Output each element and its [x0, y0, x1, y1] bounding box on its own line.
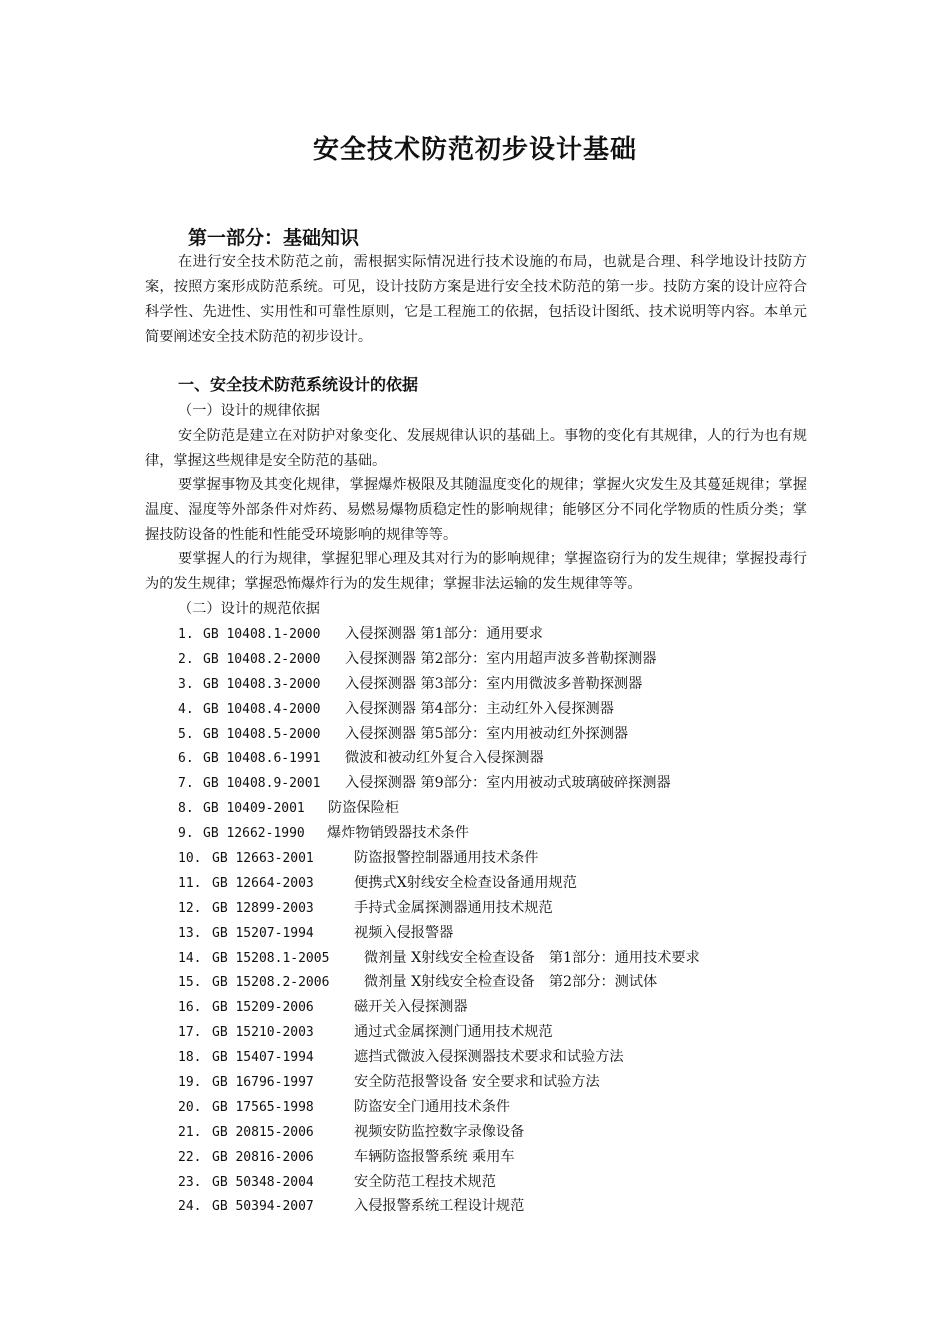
standard-code: GB 10408.5-2000 — [203, 726, 321, 742]
standard-number: 8. — [178, 801, 194, 817]
standard-code: GB 10408.6-1991 — [203, 751, 321, 767]
standard-title: 通过式金属探测门通用技术规范 — [354, 1024, 553, 1041]
standard-list-item — [178, 871, 700, 896]
standard-number: 12. — [178, 900, 202, 916]
standard-number: 9. — [178, 826, 194, 842]
standard-number: 4. — [178, 701, 194, 717]
standard-title: 入侵探测器 第2部分：室内用超声波多普勒探测器 — [345, 650, 657, 667]
standard-code: GB 12899-2003 — [212, 900, 314, 916]
standard-list-item — [178, 1145, 700, 1170]
standard-number: 24. — [178, 1199, 202, 1215]
standard-title: 视频安防监控数字录像设备 — [354, 1123, 525, 1140]
standard-list-item — [178, 1045, 700, 1070]
standard-number: 19. — [178, 1075, 202, 1091]
standard-title: 入侵报警系统工程设计规范 — [354, 1198, 525, 1215]
standard-code: GB 17565-1998 — [212, 1099, 314, 1115]
standard-title: 手持式金属探测器通用技术规范 — [354, 899, 553, 916]
subsection-heading-standards: （二）设计的规范依据 — [178, 601, 320, 617]
subsection-heading-rules: （一）设计的规律依据 — [178, 403, 320, 419]
standard-number: 6. — [178, 751, 194, 767]
standard-number: 16. — [178, 1000, 202, 1016]
standard-code: GB 16796-1997 — [212, 1075, 314, 1091]
standard-list-item — [178, 722, 700, 747]
standard-title: 便携式X射线安全检查设备通用规范 — [354, 874, 577, 891]
standard-list-item — [178, 1170, 700, 1195]
standard-title: 入侵探测器 第5部分：室内用被动红外探测器 — [345, 725, 629, 742]
standard-list-item — [178, 672, 700, 697]
standard-number: 18. — [178, 1050, 202, 1066]
standard-list-item — [178, 771, 700, 796]
standard-list-item — [178, 647, 700, 672]
standard-code: GB 50348-2004 — [212, 1174, 314, 1190]
standard-number: 7. — [178, 776, 194, 792]
standard-number: 2. — [178, 651, 194, 667]
standard-title: 入侵探测器 第4部分：主动红外入侵探测器 — [345, 700, 614, 717]
standard-title: 入侵探测器 第1部分：通用要求 — [345, 626, 543, 642]
standard-code: GB 15210-2003 — [212, 1025, 314, 1041]
standard-number: 13. — [178, 925, 202, 941]
part-heading: 第一部分：基础知识 — [188, 227, 360, 249]
standard-title: 微波和被动红外复合入侵探测器 — [345, 750, 544, 767]
standard-number: 15. — [178, 975, 202, 991]
standard-code: GB 10408.9-2001 — [203, 776, 321, 792]
standard-number: 3. — [178, 676, 194, 692]
standard-number: 22. — [178, 1149, 202, 1165]
standard-title: 爆炸物销毁器技术条件 — [327, 825, 469, 842]
standard-code: GB 10408.2-2000 — [203, 651, 321, 667]
standard-list-item — [178, 1120, 700, 1145]
standard-title: 防盗保险柜 — [328, 800, 399, 817]
standard-list-item — [178, 821, 700, 846]
standard-code: GB 12662-1990 — [203, 826, 305, 842]
rules-paragraph-2: 要掌握事物及其变化规律，掌握爆炸极限及其随温度变化的规律；掌握火灾发生及其蔓延规律；掌握温度、湿度等外部条件对炸药、易燃易爆物质稳定性的影响规律；能够区分不同化学物质的性质分类；掌握技防设备的性能和性能受环境影响的规律等等。 — [145, 477, 807, 543]
standard-title: 微剂量 X射线安全检查设备 第2部分：测试体 — [364, 974, 658, 991]
standard-list-item — [178, 622, 700, 647]
standard-title: 入侵探测器 第9部分：室内用被动式玻璃破碎探测器 — [345, 775, 671, 792]
standard-number: 23. — [178, 1174, 202, 1190]
standard-number: 1. — [178, 627, 194, 642]
standard-list-item — [178, 1020, 700, 1045]
standard-code: GB 20815-2006 — [212, 1124, 314, 1140]
standard-number: 5. — [178, 726, 194, 742]
standard-code: GB 15407-1994 — [212, 1050, 314, 1066]
standard-title: 遮挡式微波入侵探测器技术要求和试验方法 — [354, 1049, 624, 1066]
standard-list-item — [178, 946, 700, 971]
intro-paragraph: 在进行安全技术防范之前，需根据实际情况进行技术设施的布局，也就是合理、科学地设计技防方案，按照方案形成防范系统。可见，设计技防方案是进行安全技术防范的第一步。技防方案的设计应符合科学性、先进性、实用性和可靠性原则，它是工程施工的依据，包括设计图纸、技术说明等内容。本单元简要阐述安全技术防范的初步设计。 — [145, 254, 807, 345]
standard-number: 21. — [178, 1124, 202, 1140]
standard-list-item — [178, 796, 700, 821]
standard-title: 车辆防盗报警系统 乘用车 — [354, 1148, 515, 1165]
rules-paragraph-3: 要掌握人的行为规律，掌握犯罪心理及其对行为的影响规律；掌握盗窃行为的发生规律；掌握投毒行为的发生规律；掌握恐怖爆炸行为的发生规律；掌握非法运输的发生规律等等。 — [145, 551, 807, 592]
standard-title: 防盗安全门通用技术条件 — [354, 1098, 511, 1115]
standard-code: GB 50394-2007 — [212, 1199, 314, 1215]
standard-code: GB 20816-2006 — [212, 1149, 314, 1165]
standard-list-item — [178, 995, 700, 1020]
standard-title: 入侵探测器 第3部分：室内用微波多普勒探测器 — [345, 675, 643, 692]
standard-list-item — [178, 697, 700, 722]
standard-number: 20. — [178, 1099, 202, 1115]
standard-code: GB 10408.1-2000 — [203, 627, 321, 642]
standard-title: 视频入侵报警器 — [354, 924, 454, 941]
standard-code: GB 10409-2001 — [203, 801, 305, 817]
standard-list-item — [178, 846, 700, 871]
standard-number: 14. — [178, 950, 202, 966]
standard-code: GB 15207-1994 — [212, 925, 314, 941]
standard-code: GB 12664-2003 — [212, 875, 314, 891]
section-heading: 一、安全技术防范系统设计的依据 — [178, 375, 419, 394]
standard-number: 10. — [178, 851, 202, 867]
standard-title: 微剂量 X射线安全检查设备 第1部分：通用技术要求 — [364, 949, 700, 966]
rules-paragraph-1: 安全防范是建立在对防护对象变化、发展规律认识的基础上。事物的变化有其规律，人的行为也有规律，掌握这些规律是安全防范的基础。 — [145, 428, 807, 469]
standard-number: 17. — [178, 1025, 202, 1041]
document-title: 安全技术防范初步设计基础 — [312, 135, 637, 165]
standard-list-item — [178, 970, 700, 995]
standard-number: 11. — [178, 875, 202, 891]
standard-title: 磁开关入侵探测器 — [354, 999, 468, 1016]
standard-code: GB 15208.1-2005 — [212, 950, 330, 966]
standard-title: 安全防范工程技术规范 — [354, 1173, 496, 1190]
standard-code: GB 10408.4-2000 — [203, 701, 321, 717]
standard-list-item — [178, 921, 700, 946]
standard-code: GB 15208.2-2006 — [212, 975, 330, 991]
standard-code: GB 15209-2006 — [212, 1000, 314, 1016]
standard-title: 防盗报警控制器通用技术条件 — [354, 850, 539, 867]
standard-list-item — [178, 896, 700, 921]
standard-list-item — [178, 1095, 700, 1120]
standard-code: GB 12663-2001 — [212, 851, 314, 867]
standard-list-item — [178, 746, 700, 771]
standard-list-item — [178, 1194, 700, 1219]
standards-list — [178, 622, 700, 1219]
standard-code: GB 10408.3-2000 — [203, 676, 321, 692]
standard-list-item — [178, 1070, 700, 1095]
standard-title: 安全防范报警设备 安全要求和试验方法 — [354, 1074, 600, 1091]
